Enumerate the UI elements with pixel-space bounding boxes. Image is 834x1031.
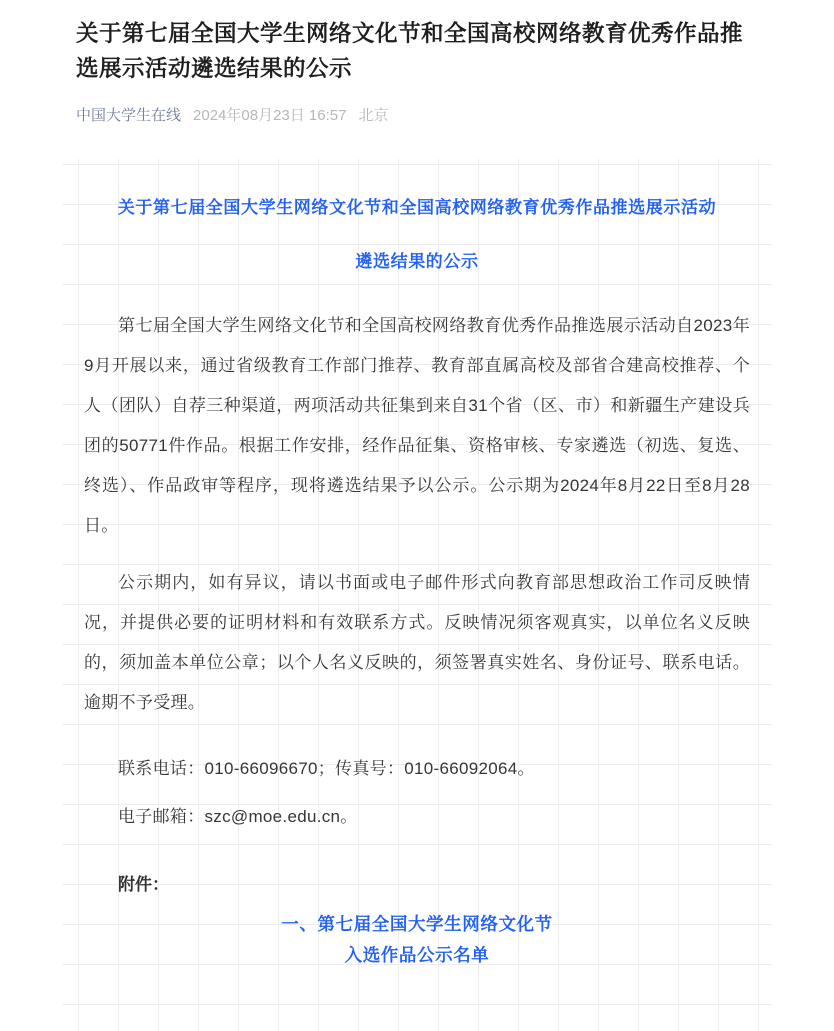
account-name-link[interactable]: 中国大学生在线 [76, 107, 182, 124]
announcement-paragraph-2: 公示期内，如有异议，请以书面或电子邮件形式向教育部思想政治工作司反映情况，并提供必要的证明材料和有效联系方式。反映情况须客观真实，以单位名义反映的，须加盖本单位公章；以个人名义反映的，须签署真实姓名、身份证号、联系电话。逾期不予受理。 [84, 573, 750, 712]
announcement-paragraph-1: 第七届全国大学生网络文化节和全国高校网络教育优秀作品推选展示活动自2023年9月开展以来，通过省级教育工作部门推荐、教育部直属高校及部省合建高校推荐、个人（团队）自荐三种渠道，两项活动共征集到来自31个省（区、市）和新疆生产建设兵团的50771件作品。根据工作安排，经作品征集、资格审核、专家遴选（初选、复选、终选）、作品政审等程序，现将遴选结果予以公示。公示期为2024年8月22日至8月28日。 [84, 316, 750, 535]
page-title: 关于第七届全国大学生网络文化节和全国高校网络教育优秀作品推选展示活动遴选结果的公示 [76, 21, 744, 81]
article-header [0, 0, 834, 125]
attachment-title-line1: 一、第七届全国大学生网络文化节 [281, 914, 553, 934]
publish-datetime: 2024年08月23日 16:57 [193, 107, 347, 124]
contact-email-line: 电子邮箱：szc@moe.edu.cn。 [118, 807, 358, 826]
publish-location: 北京 [358, 107, 389, 124]
announcement-card [62, 159, 772, 1031]
announcement-heading: 关于第七届全国大学生网络文化节和全国高校网络教育优秀作品推选展示活动遴选结果的公示 [117, 198, 717, 271]
attachment-label: 附件： [118, 875, 169, 894]
contact-phone-line: 联系电话：010-66096670；传真号：010-66092064。 [118, 759, 535, 778]
attachment-title-line2: 入选作品公示名单 [344, 945, 490, 965]
article-meta [76, 104, 758, 125]
